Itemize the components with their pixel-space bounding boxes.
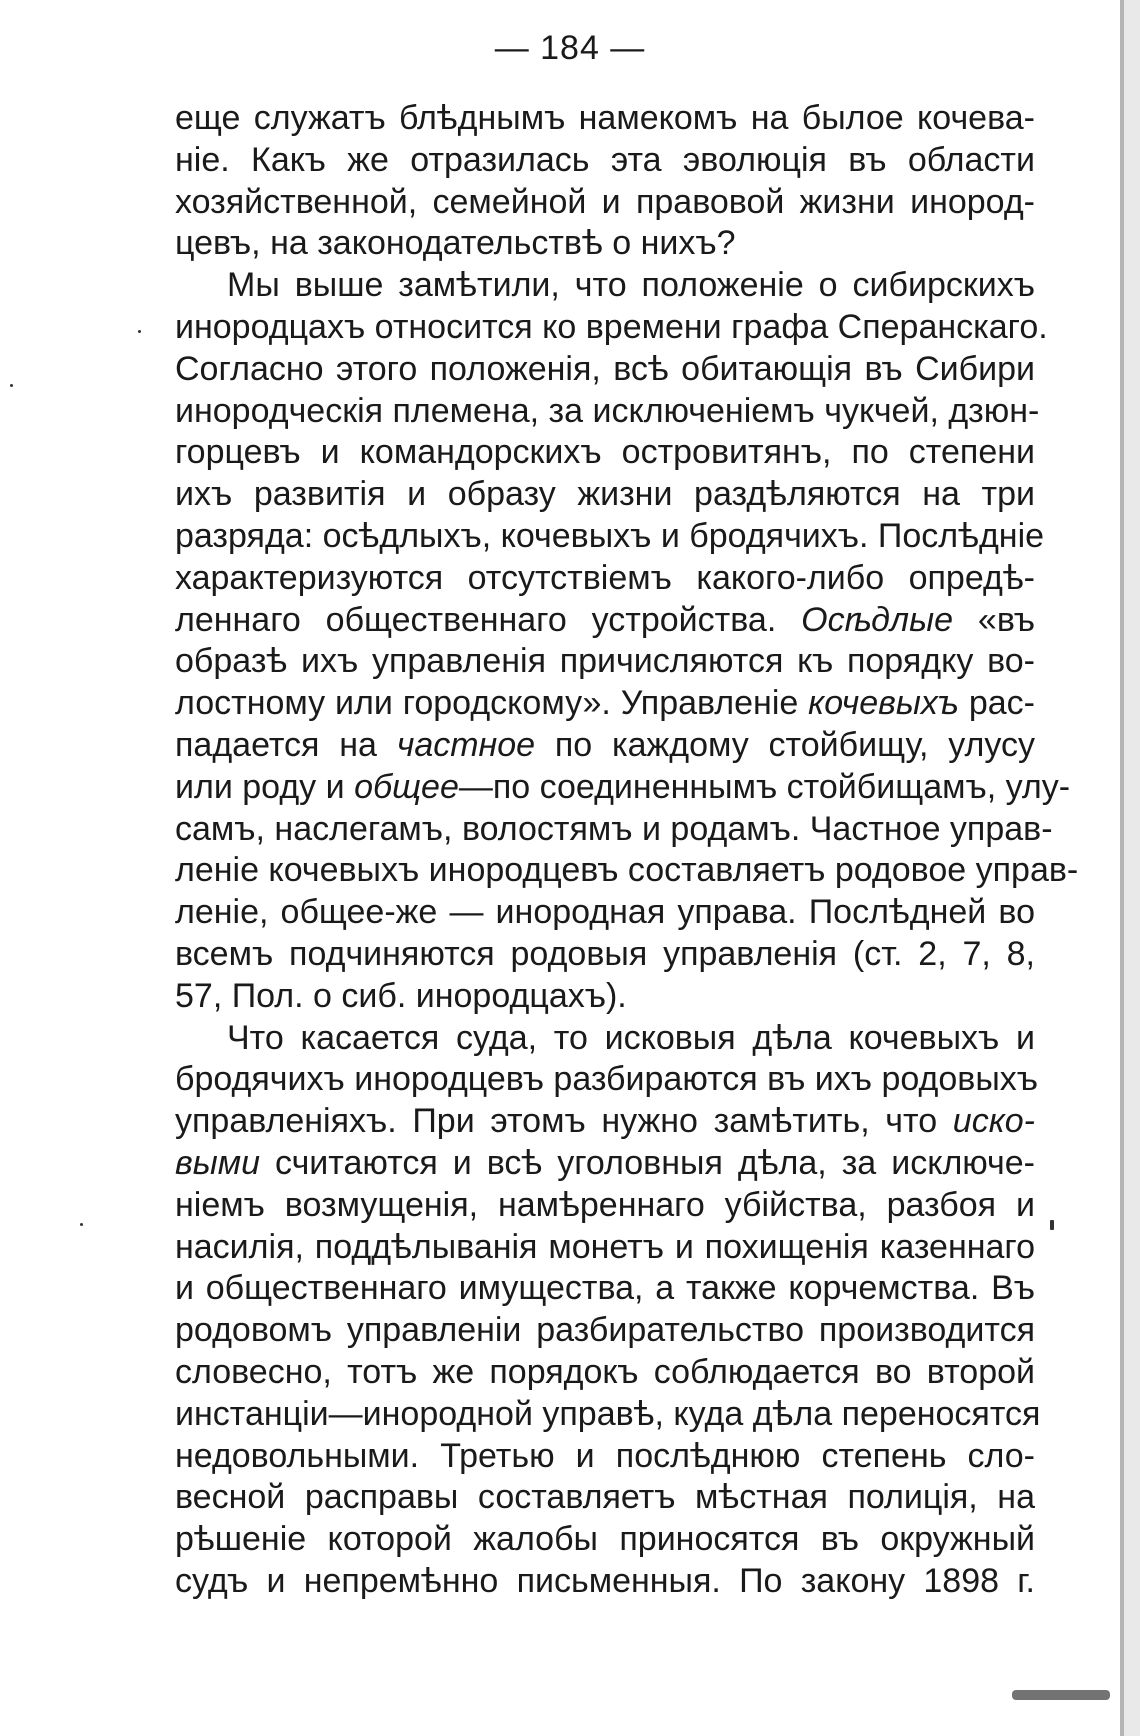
italic-word: кочевыхъ (808, 684, 959, 723)
scan-smudge (1012, 1690, 1110, 1700)
text-line: характеризуются отсутствіемъ какого-либо опредѣ- (175, 558, 1035, 597)
text-line: леннаго общественнаго устройства. Осѣдлые «въ (175, 600, 1035, 639)
italic-word: иско- (952, 1102, 1035, 1141)
text-line: инстанціи—инородной управѣ, куда дѣла переносятся (175, 1394, 1041, 1433)
text-line: инородческія племена, за исключеніемъ чукчей, дзюн- (175, 391, 1040, 430)
italic-word: частное (396, 725, 536, 764)
text-line: Согласно этого положенія, всѣ обитающія въ Сибири (175, 349, 1035, 388)
text-line: цевъ, на законодательствѣ о нихъ? (175, 224, 736, 263)
text-line: хозяйственной, семейной и правовой жизни инород- (175, 182, 1035, 221)
body-text (175, 98, 1079, 1603)
text-line: леніе, общее-же — инородная управа. Послѣдней во (175, 893, 1035, 932)
text-line: недовольными. Третью и послѣднюю степень сло- (175, 1436, 1035, 1475)
text-line: образѣ ихъ управленія причисляются къ порядку во- (175, 642, 1035, 681)
text-line: лостному или городскому». Управленіе кочевыхъ рас- (175, 684, 1035, 723)
text-line: леніе кочевыхъ инородцевъ составляетъ родовое управ- (175, 851, 1079, 890)
text-line: 57, Пол. о сиб. инородцахъ). (175, 976, 627, 1015)
text-line: Что касается суда, то исковыя дѣла кочевыхъ и (227, 1018, 1035, 1057)
text-line: выми считаются и всѣ уголовныя дѣла, за исключе- (175, 1143, 1035, 1182)
italic-word: выми (175, 1143, 260, 1182)
italic-word: общее (354, 767, 459, 806)
text-line: ихъ развитія и образу жизни раздѣляются на три (175, 475, 1035, 514)
text-line: инородцахъ относится ко времени графа Сперанскаго. (175, 307, 1048, 346)
text-line: разряда: осѣдлыхъ, кочевыхъ и бродячихъ. Послѣдніе (175, 516, 1045, 555)
scan-speck (1050, 1220, 1054, 1230)
text-line: и общественнаго имущества, а также корчемства. Въ (175, 1269, 1035, 1308)
text-line: всемъ подчиняются родовыя управленія (ст. 2, 7, 8, (175, 934, 1035, 973)
text-line: судъ и непремѣнно письменныя. По закону 1898 г. (175, 1561, 1035, 1600)
text-line: весной расправы составляетъ мѣстная полиція, на (175, 1478, 1035, 1517)
text-line: самъ, наслегамъ, волостямъ и родамъ. Частное управ- (175, 809, 1053, 848)
text-line: или роду и общее—по соединеннымъ стойбищамъ, улу- (175, 767, 1071, 806)
scan-speck (10, 384, 13, 387)
text-line: падается на частное по каждому стойбищу, улусу (175, 725, 1035, 764)
italic-word: Осѣдлые (801, 600, 953, 639)
text-line: родовомъ управленіи разбирательство производится (175, 1311, 1035, 1350)
text-line: Мы выше замѣтили, что положеніе о сибирскихъ (227, 266, 1035, 305)
text-line: горцевъ и командорскихъ островитянъ, по степени (175, 433, 1035, 472)
text-line: ніе. Какъ же отразилась эта эволюція въ области (175, 140, 1035, 179)
text-line: словесно, тотъ же порядокъ соблюдается во второй (175, 1352, 1035, 1391)
text-line: еще служатъ блѣднымъ намекомъ на былое кочева- (175, 99, 1035, 137)
page-edge-shadow (1120, 0, 1140, 1736)
text-line: насилія, поддѣлыванія монетъ и похищенія казеннаго (175, 1227, 1035, 1266)
text-line: управленіяхъ. При этомъ нужно замѣтить, что иско- (175, 1102, 1035, 1141)
scan-speck (138, 330, 141, 333)
scan-speck (80, 1223, 83, 1226)
text-line: рѣшеніе которой жалобы приносятся въ окружный (175, 1520, 1035, 1559)
text-line: ніемъ возмущенія, намѣреннаго убійства, разбоя и (175, 1185, 1035, 1224)
page-number: — 184 — (494, 29, 646, 67)
text-line: бродячихъ инородцевъ разбираются въ ихъ родовыхъ (175, 1060, 1039, 1099)
